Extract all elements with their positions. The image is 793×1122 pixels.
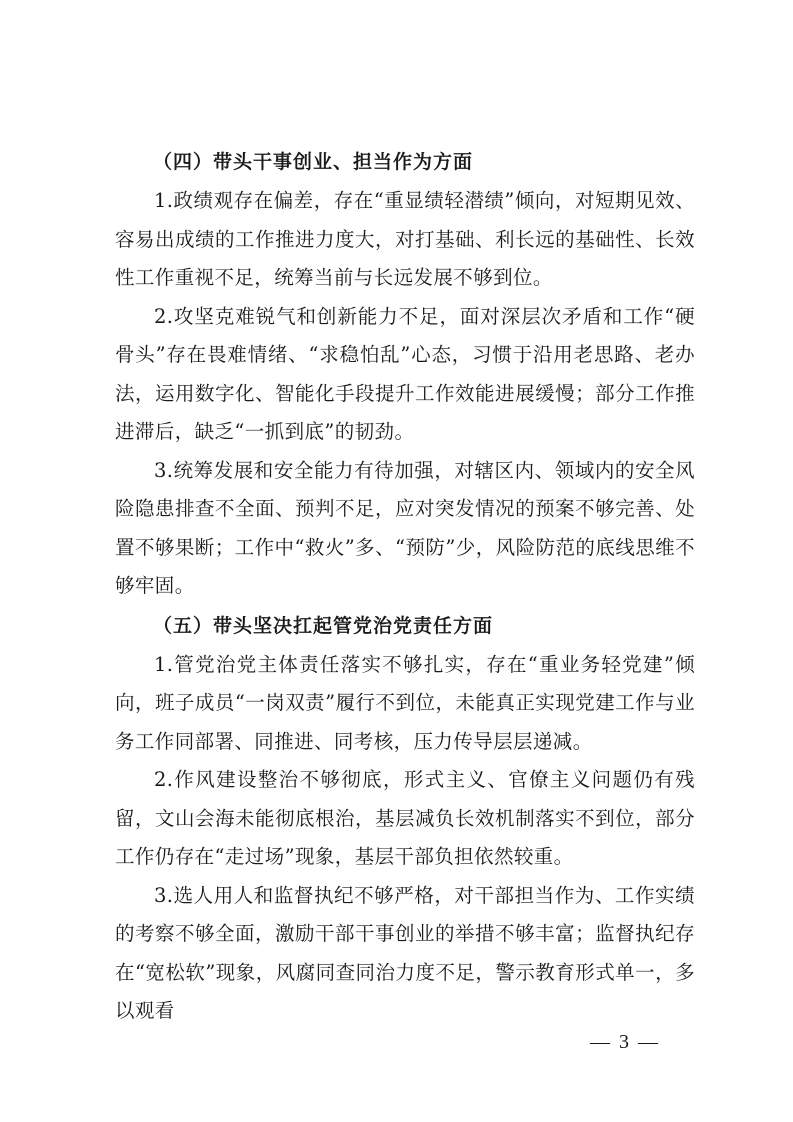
- paragraph: 2.作风建设整治不够彻底，形式主义、官僚主义问题仍有残留，文山会海未能彻底根治，基层减负长效机制落实不到位，部分工作仍存在“走过场”现象，基层干部负担依然较重。: [115, 768, 695, 868]
- section-heading-5: （五）带头坚决扛起管党治党责任方面: [153, 614, 494, 637]
- paragraph: 3.选人用人和监督执纪不够严格，对干部担当作为、工作实绩的考察不够全面，激励干部干事创业的举措不够丰富；监督执纪存在“宽松软”现象，风腐同查同治力度不足，警示教育形式单一，多以观看: [115, 883, 695, 1022]
- page-number: — 3 —: [590, 1031, 660, 1053]
- paragraph: 1.管党治党主体责任落实不够扎实，存在“重业务轻党建”倾向，班子成员“一岗双责”履行不到位，未能真正实现党建工作与业务工作同部署、同推进、同考核，压力传导层层递减。: [115, 652, 695, 753]
- section-heading-4: （四）带头干事创业、担当作为方面: [153, 151, 474, 173]
- paragraph: 1.政绩观存在偏差，存在“重显绩轻潜绩”倾向，对短期见效、容易出成绩的工作推进力度大，对打基础、利长远的基础性、长效性工作重视不足，统筹当前与长远发展不够到位。: [115, 189, 695, 289]
- paragraph: 2.攻坚克难锐气和创新能力不足，面对深层次矛盾和工作“硬骨头”存在畏难情绪、“求稳怕乱”心态，习惯于沿用老思路、老办法，运用数字化、智能化手段提升工作效能进展缓慢；部分工作推进滞后，缺乏“一抓到底”的韧劲。: [115, 304, 695, 443]
- paragraph: 3.统筹发展和安全能力有待加强，对辖区内、领域内的安全风险隐患排查不全面、预判不足，应对突发情况的预案不够完善、处置不够果断；工作中“救火”多、“预防”少，风险防范的底线思维不够牢固。: [115, 458, 695, 597]
- document-body: [115, 142, 695, 1031]
